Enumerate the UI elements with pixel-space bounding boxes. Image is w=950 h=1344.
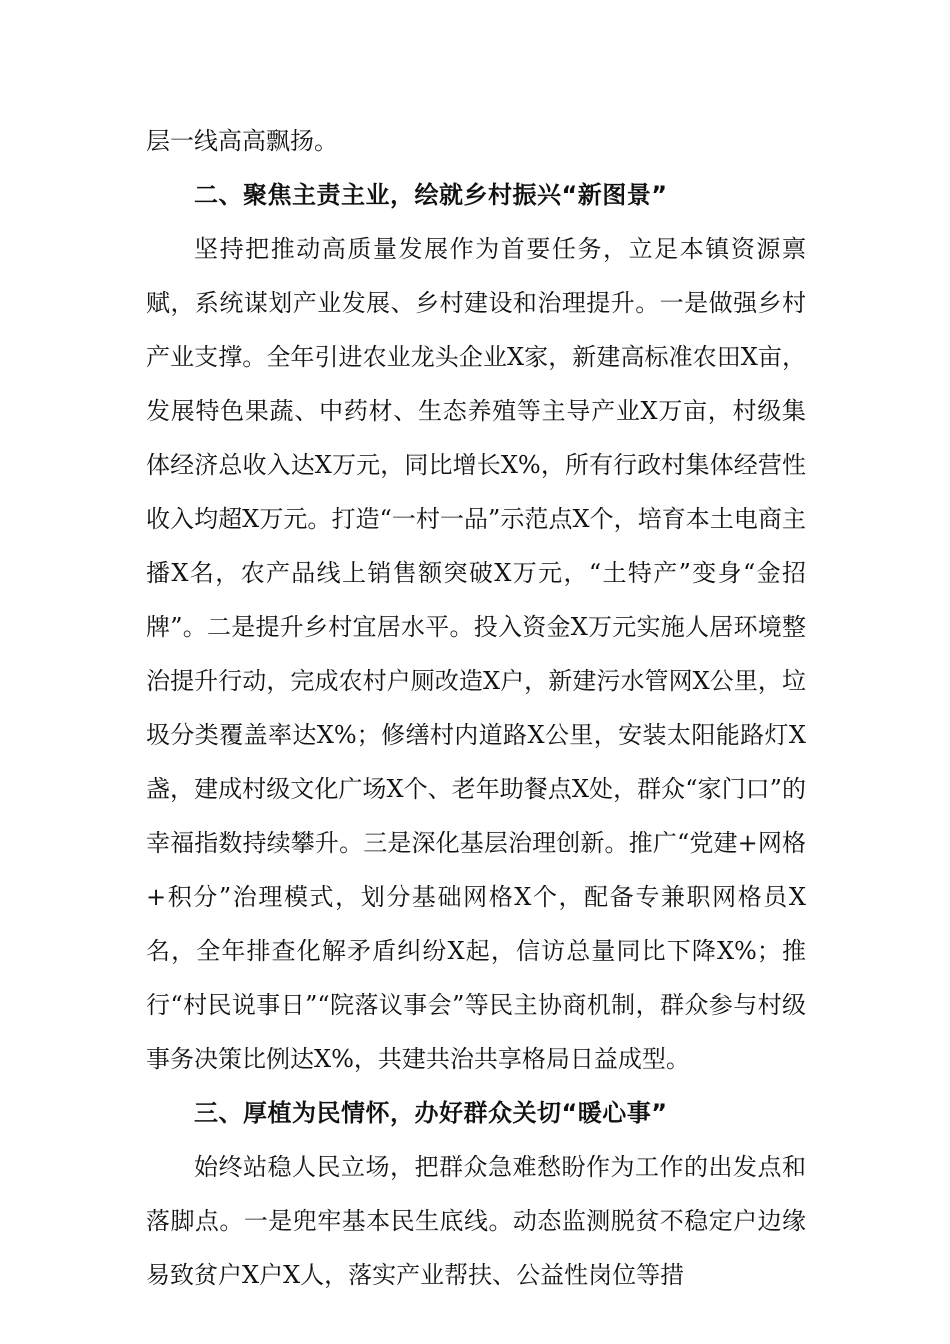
- section-2-paragraph: 坚持把推动高质量发展作为首要任务，立足本镇资源禀赋，系统谋划产业发展、乡村建设和治理提升。一是做强乡村产业支撑。全年引进农业龙头企业X家，新建高标准农田X亩，发展特色果蔬、中药材、生态养殖等主导产业X万亩，村级集体经济总收入达X万元，同比增长X%，所有行政村集体经营性收入均超X万元。打造“一村一品”示范点X个，培育本土电商主播X名，农产品线上销售额突破X万元，“土特产”变身“金招牌”。二是提升乡村宜居水平。投入资金X万元实施人居环境整治提升行动，完成农村户厕改造X户，新建污水管网X公里，垃圾分类覆盖率达X%；修缮村内道路X公里，安装太阳能路灯X盏，建成村级文化广场X个、老年助餐点X处，群众“家门口”的幸福指数持续攀升。三是深化基层治理创新。推广“党建+网格+积分”治理模式，划分基础网格X个，配备专兼职网格员X名，全年排查化解矛盾纠纷X起，信访总量同比下降X%；推行“村民说事日”“院落议事会”等民主协商机制，群众参与村级事务决策比例达X%，共建共治共享格局日益成型。: [146, 235, 806, 1073]
- section-heading-3: 三、厚植为民情怀，办好群众关切“暖心事”: [194, 1099, 668, 1127]
- section-3-paragraph: 始终站稳人民立场，把群众急难愁盼作为工作的出发点和落脚点。一是兜牢基本民生底线。动态监测脱贫不稳定户边缘易致贫户X户X人，落实产业帮扶、公益性岗位等措: [146, 1153, 806, 1289]
- section-heading-2: 二、聚焦主责主业，绘就乡村振兴“新图景”: [194, 181, 668, 209]
- continued-paragraph: 层一线高高飘扬。: [146, 127, 338, 155]
- document-body: [146, 114, 806, 1302]
